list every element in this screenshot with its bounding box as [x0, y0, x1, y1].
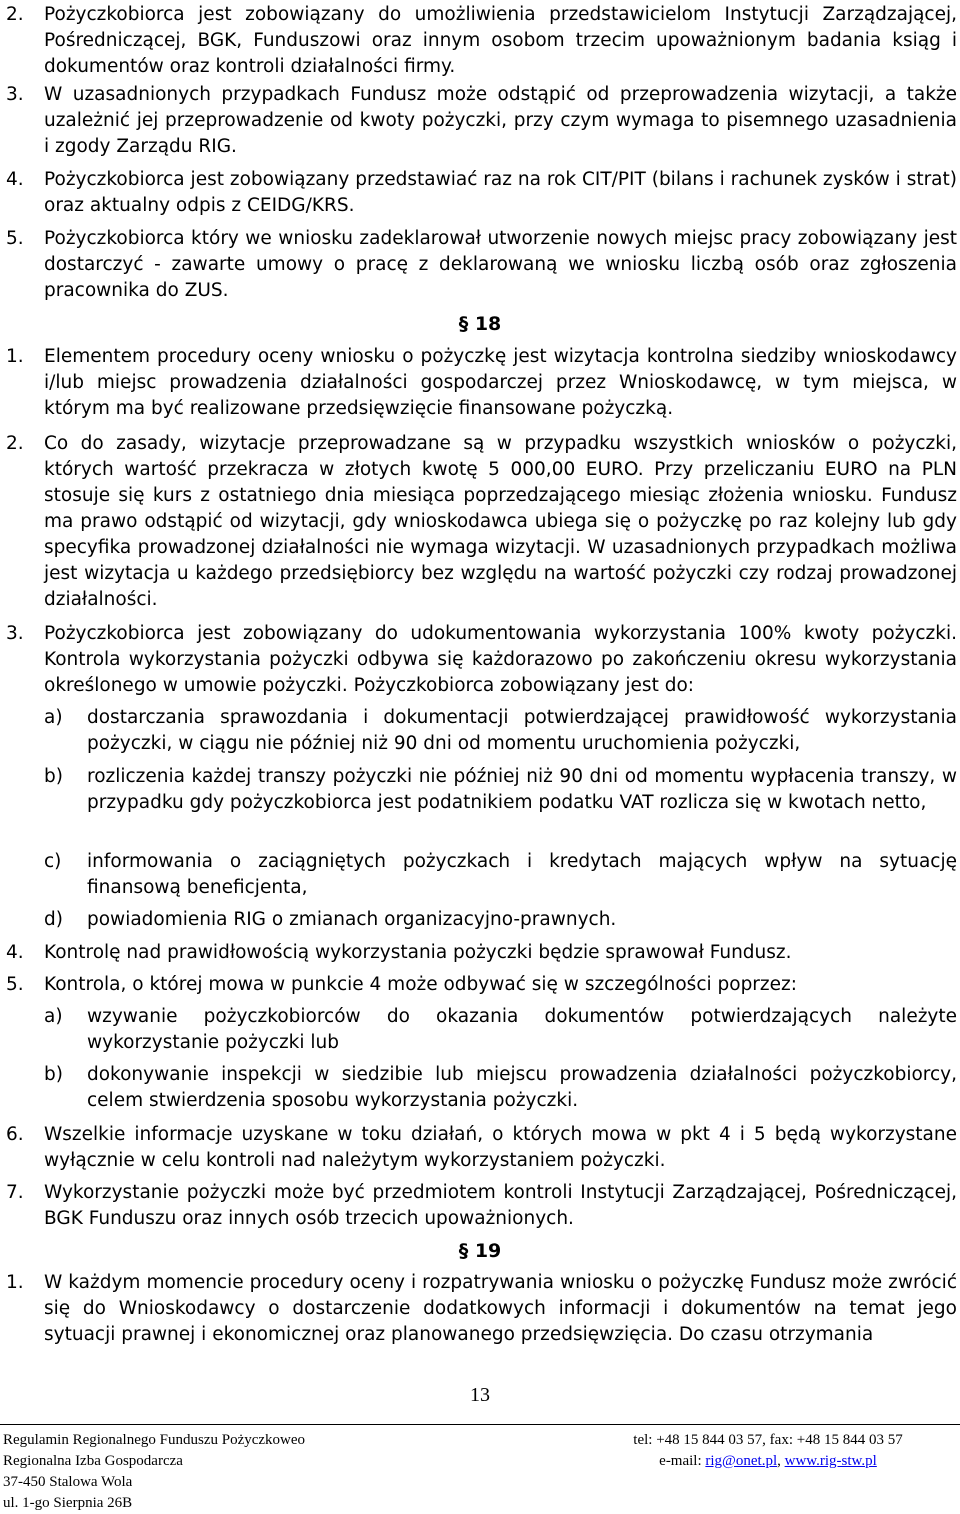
item-number: 3.: [6, 84, 24, 105]
subitem-text: dokonywanie inspekcji w siedzibie lub miejscu prowadzenia działalności pożyczkobiorcy, celem stwierdzenia sposobu wykorzystania pożyczki.: [87, 1064, 957, 1111]
footer-email-label: e-mail:: [659, 1453, 706, 1469]
subitem-text: dostarczania sprawozdania i dokumentacji potwierdzającej prawidłowość wykorzystania pożyczki, w ciągu nie później niż 90 dni od momentu uruchomienia pożyczki,: [87, 707, 957, 754]
footer-email-line: [608, 1451, 928, 1472]
paragraph-text: Pożyczkobiorca który we wniosku zadeklarował utworzenie nowych miejsc pracy zobowiązany jest dostarczyć - zawarte umowy o pracę z deklarowaną we wniosku liczbą osób oraz zgłoszenia pracownika do ZUS.: [44, 228, 957, 301]
subitem-letter: d): [44, 909, 63, 930]
paragraph-text: Wykorzystanie pożyczki może być przedmiotem kontroli Instytucji Zarządzającej, Pośredniczącej, BGK Funduszu oraz innych osób trzecich upoważnionych.: [44, 1182, 957, 1229]
item-number: 2.: [6, 433, 24, 454]
email-link[interactable]: rig@onet.pl: [705, 1453, 778, 1469]
subitem-text: wzywanie pożyczkobiorców do okazania dokumentów potwierdzających należyte wykorzystanie pożyczki lub: [87, 1006, 957, 1053]
paragraph-text: Pożyczkobiorca jest zobowiązany do udokumentowania wykorzystania 100% kwoty pożyczki. Kontrola wykorzystania pożyczki odbywa się każdorazowo po zakończeniu okresu wykorzystania określonego w umowie pożyczki. Pożyczkobiorca zobowiązany jest do:: [44, 623, 957, 696]
item-number: 7.: [6, 1182, 24, 1203]
paragraph-text: Pożyczkobiorca jest zobowiązany przedstawiać raz na rok CIT/PIT (bilans i rachunek zysków i strat) oraz aktualny odpis z CEIDG/KRS.: [44, 169, 957, 216]
paragraph-text: Kontrolę nad prawidłowością wykorzystania pożyczki będzie sprawował Fundusz.: [44, 942, 792, 963]
item-number: 5.: [6, 228, 24, 249]
paragraph-text: Pożyczkobiorca jest zobowiązany do umożliwienia przedstawicielom Instytucji Zarządzającej, Pośredniczącej, BGK, Funduszowi oraz innym osobom trzecim upoważnionym badania ksiąg i dokumentów oraz kontroli działalności firmy.: [44, 4, 957, 77]
footer-address: [3, 1430, 305, 1514]
item-number: 1.: [6, 1272, 24, 1293]
footer-line-1: Regulamin Regionalnego Funduszu Pożyczkoweo: [3, 1432, 306, 1448]
subitem-text: informowania o zaciągniętych pożyczkach i kredytach mających wpływ na sytuację finansową beneficjenta,: [87, 851, 957, 898]
paragraph-text: W uzasadnionych przypadkach Fundusz może odstąpić od przeprowadzenia wizytacji, a także uzależnić jej przeprowadzenie od kwoty pożyczki, przy czym wymaga to pisemnego uzasadnienia i zgody Zarządu RIG.: [44, 84, 957, 157]
subitem-text: powiadomienia RIG o zmianach organizacyjno-prawnych.: [87, 909, 617, 930]
footer-line-4: ul. 1-go Sierpnia 26B: [3, 1495, 133, 1511]
page-number: 13: [470, 1384, 490, 1406]
footer-phone: tel: +48 15 844 03 57, fax: +48 15 844 03 57: [633, 1432, 903, 1448]
item-number: 2.: [6, 4, 24, 25]
footer-contact: [608, 1430, 928, 1472]
item-number: 3.: [6, 623, 24, 644]
subitem-letter: c): [44, 851, 62, 872]
paragraph-text: Elementem procedury oceny wniosku o pożyczkę jest wizytacja kontrolna siedziby wnioskodawcy i/lub miejsc prowadzenia działalności gospodarczej przez Wnioskodawcę, w tym miejsca, w którym ma być realizowane przedsięwzięcie finansowane pożyczką.: [44, 346, 957, 419]
section-heading: § 18: [458, 313, 502, 335]
item-number: 4.: [6, 942, 24, 963]
subitem-letter: b): [44, 1064, 63, 1085]
footer-line-3: 37-450 Stalowa Wola: [3, 1474, 133, 1490]
item-number: 1.: [6, 346, 24, 367]
item-number: 6.: [6, 1124, 24, 1145]
paragraph-text: Co do zasady, wizytacje przeprowadzane są w przypadku wszystkich wniosków o pożyczki, których wartość przekracza w złotych kwotę 5 000,00 EURO. Przy przeliczaniu EURO na PLN stosuje się kurs z ostatniego dnia miesiąca poprzedzającego miesiąc złożenia wniosku. Fundusz ma prawo odstąpić od wizytacji, gdy wnioskodawca ubiega się o pożyczkę po raz kolejny lub gdy specyfika prowadzonej działalności nie wymaga wizytacji. W uzasadnionych przypadkach możliwa jest wizytacja u każdego przedsiębiorcy bez względu na wartość pożyczki czy rodzaj prowadzonej działalności.: [44, 433, 957, 610]
item-number: 5.: [6, 974, 24, 995]
paragraph-text: W każdym momencie procedury oceny i rozpatrywania wniosku o pożyczkę Fundusz może zwrócić się do Wnioskodawcy o dostarczenie dodatkowych informacji i dokumentów na temat jego sytuacji prawnej i ekonomicznej oraz planowanego przedsięwzięcia. Do czasu otrzymania: [44, 1272, 957, 1345]
footer-separator: ,: [777, 1453, 785, 1469]
footer-divider: [0, 1424, 960, 1425]
paragraph-text: Kontrola, o której mowa w punkcie 4 może odbywać się w szczególności poprzez:: [44, 974, 797, 995]
subitem-letter: a): [44, 1006, 63, 1027]
subitem-letter: a): [44, 707, 63, 728]
website-link[interactable]: www.rig-stw.pl: [784, 1453, 877, 1469]
paragraph-text: Wszelkie informacje uzyskane w toku działań, o których mowa w pkt 4 i 5 będą wykorzystane wyłącznie w celu kontroli nad należytym wykorzystaniem pożyczki.: [44, 1124, 957, 1171]
subitem-letter: b): [44, 766, 63, 787]
item-number: 4.: [6, 169, 24, 190]
section-heading: § 19: [458, 1240, 502, 1262]
subitem-text: rozliczenia każdej transzy pożyczki nie później niż 90 dni od momentu wypłacenia transzy, w przypadku gdy pożyczkobiorca jest podatnikiem podatku VAT rozlicza się w kwotach netto,: [87, 766, 957, 813]
footer-line-2: Regionalna Izba Gospodarcza: [3, 1453, 183, 1469]
